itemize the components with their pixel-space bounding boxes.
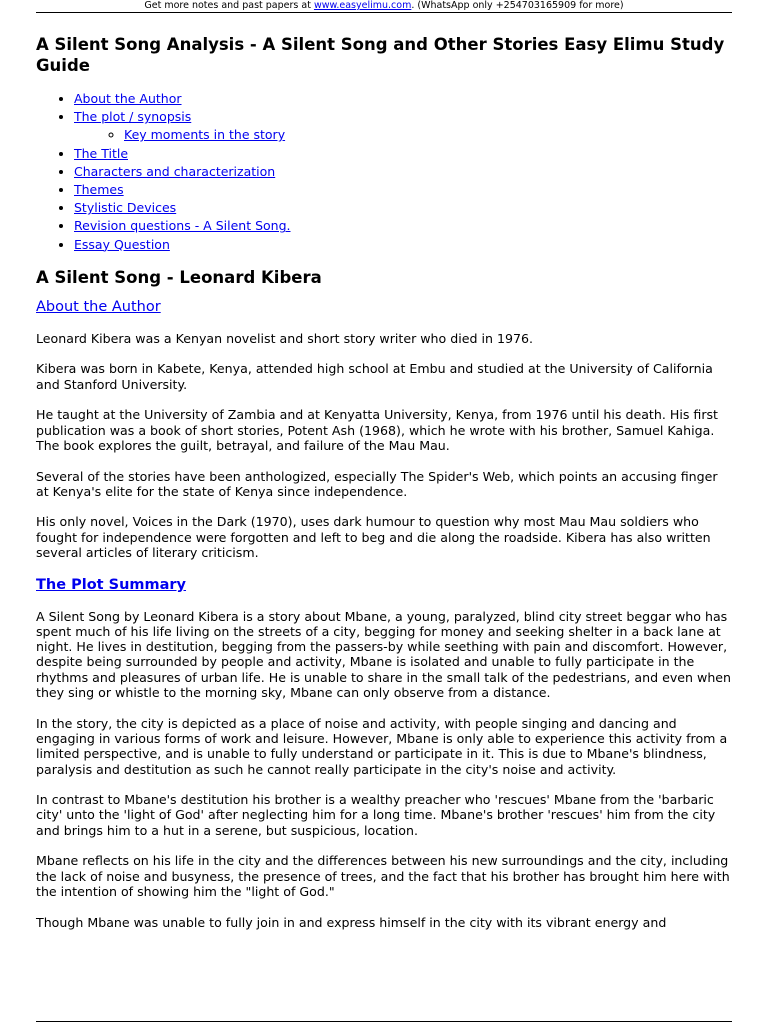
bottom-rule — [36, 1021, 732, 1022]
toc-link-key-moments[interactable]: Key moments in the story — [124, 127, 286, 143]
document-content — [36, 34, 732, 945]
about-paragraph: Kibera was born in Kabete, Kenya, attended high school at Embu and studied at the University of California and Stanford University. — [36, 361, 713, 392]
plot-heading — [36, 576, 732, 595]
toc-item-key-moments — [124, 126, 732, 144]
toc-item-title — [74, 145, 732, 163]
toc-link-themes[interactable]: Themes — [74, 182, 124, 198]
toc-item-essay — [74, 236, 732, 254]
toc-link-characters[interactable]: Characters and characterization — [74, 163, 276, 179]
toc-link-essay[interactable]: Essay Question — [74, 236, 170, 252]
toc-item-revision — [74, 217, 732, 235]
banner-suffix: . (WhatsApp only +254703165909 for more) — [411, 0, 624, 11]
plot-paragraph: Mbane reflects on his life in the city and the differences between his new surroundings and the city, including the lack of noise and busyness, the presence of trees, and the fact that his brother has brought him here with the intention of showing him the "light of God." — [36, 853, 730, 899]
top-banner — [36, 0, 732, 13]
toc-item-characters — [74, 163, 732, 181]
plot-paragraph: Though Mbane was unable to fully join in and express himself in the city with its vibrant energy and — [36, 914, 667, 930]
toc-link-about[interactable]: About the Author — [74, 91, 182, 106]
toc-item-themes — [74, 181, 732, 199]
toc-item-stylistic — [74, 199, 732, 217]
plot-paragraph: A Silent Song by Leonard Kibera is a story about Mbane, a young, paralyzed, blind city street beggar who has spent much of his life living on the streets of a city, begging for money and seeking shelter in a back lane at night. He lives in destitution, begging from the passers-by while seething with pain and discomfort. However, despite being surrounded by people and activity, Mbane is isolated and unable to fully participate in the rhythms and pleasures of urban life. He is unable to share in the small talk of the pedestrians, and even when they sing or whistle to the morning sky, Mbane can only observe from a distance. — [36, 608, 732, 701]
about-paragraph: He taught at the University of Zambia and at Kenyatta University, Kenya, from 1976 until his death. His first publication was a book of short stories, Potent Ash (1968), which he wrote with his brother, Samuel Kahiga. The book explores the guilt, betrayal, and failure of the Mau Mau. — [36, 407, 718, 453]
document-title: A Silent Song Analysis - A Silent Song and Other Stories Easy Elimu Study Guide — [36, 35, 725, 75]
banner-prefix: Get more notes and past papers at — [144, 0, 314, 11]
about-heading-link[interactable]: About the Author — [36, 298, 161, 315]
plot-paragraph: In the story, the city is depicted as a place of noise and activity, with people singing and dancing and engaging in various forms of work and leisure. However, Mbane is only able to experience this activity from a limited perspective, and is unable to fully understand or participate in it. This is due to Mbane's blindness, paralysis and destitution as such he cannot really participate in the city's noise and activity. — [36, 715, 728, 777]
about-paragraph: His only novel, Voices in the Dark (1970), uses dark humour to question why most Mau Mau soldiers who fought for independence were forgotten and left to beg and die along the roadside. Kibera has also written several articles of literary criticism. — [36, 514, 711, 560]
table-of-contents — [36, 90, 732, 254]
toc-sublist — [74, 126, 732, 144]
toc-link-plot[interactable]: The plot / synopsis — [74, 109, 192, 125]
about-paragraph: Several of the stories have been anthologized, especially The Spider's Web, which points an accusing finger at Kenya's elite for the state of Kenya since independence. — [36, 468, 718, 499]
toc-link-revision[interactable]: Revision questions - A Silent Song. — [74, 218, 291, 234]
toc-item-about — [74, 90, 732, 108]
toc-link-title[interactable]: The Title — [74, 145, 129, 161]
section-title: A Silent Song - Leonard Kibera — [36, 267, 322, 287]
toc-item-plot — [74, 108, 732, 144]
toc-link-stylistic[interactable]: Stylistic Devices — [74, 200, 177, 216]
plot-heading-link[interactable]: The Plot Summary — [36, 576, 187, 593]
about-heading — [36, 298, 732, 317]
about-paragraph: Leonard Kibera was a Kenyan novelist and short story writer who died in 1976. — [36, 330, 534, 346]
banner-site-link[interactable]: www.easyelimu.com — [313, 0, 412, 11]
plot-paragraph: In contrast to Mbane's destitution his brother is a wealthy preacher who 'rescues' Mbane from the 'barbaric city' unto the 'light of God' after neglecting him for a long time. Mbane's brother 'rescues' him from the city and brings him to a hut in a serene, but suspicious, location. — [36, 792, 716, 838]
